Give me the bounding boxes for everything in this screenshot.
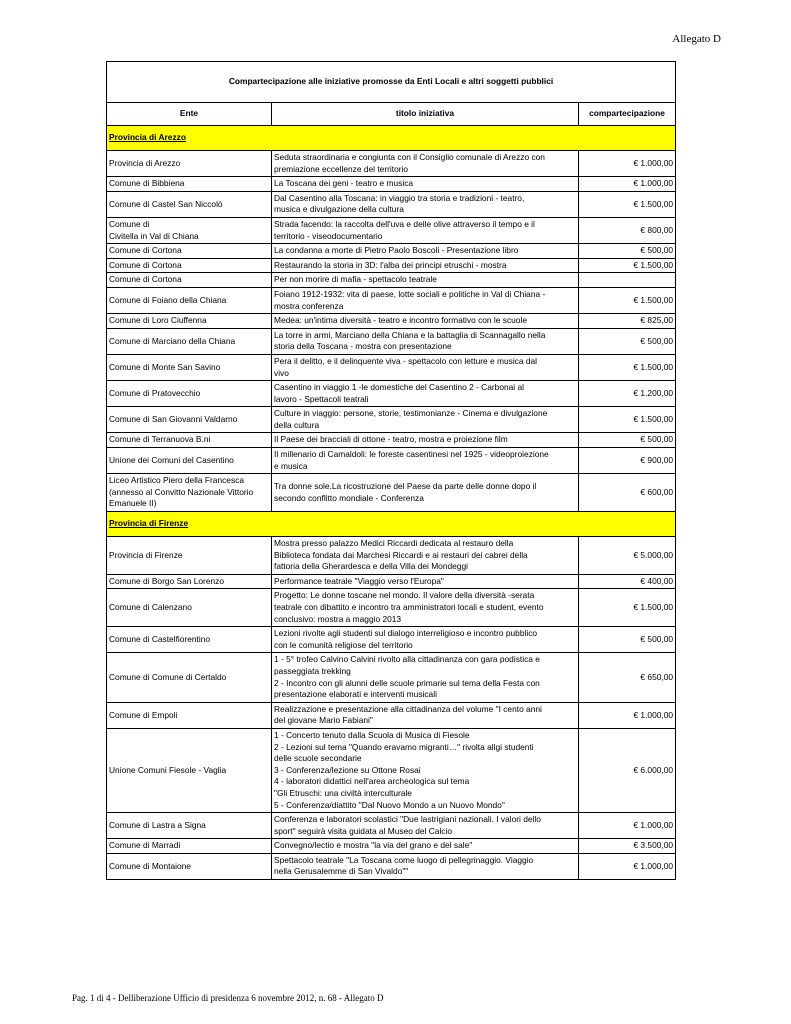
- province-section-cell: [107, 126, 676, 151]
- province-label: Provincia di Arezzo: [109, 132, 186, 143]
- ente-cell: Provincia di Firenze: [107, 537, 272, 575]
- page-footer: Pag. 1 di 4 - Delliberazione Ufficio di presidenza 6 novembre 2012, n. 68 - Allegato D: [72, 993, 384, 1003]
- ente-cell: Comune di San Giovanni Valdarno: [107, 407, 272, 433]
- titolo-cell: Culture in viaggio: persone, storie, testimonianze - Cinema e divulgazione della cultura: [272, 407, 579, 433]
- table-row: [107, 574, 676, 589]
- ente-cell: Comune di Marciano della Chiana: [107, 328, 272, 354]
- amount-cell: € 500,00: [579, 328, 676, 354]
- table-row: [107, 314, 676, 329]
- amount-cell: € 1.500,00: [579, 258, 676, 273]
- table-row: [107, 728, 676, 812]
- amount-cell: € 1.500,00: [579, 354, 676, 380]
- amount-cell: € 1.500,00: [579, 589, 676, 627]
- ente-cell: Comune di Loro Ciuffenna: [107, 314, 272, 329]
- titolo-cell: Tra donne sole.La ricostruzione del Paese da parte delle donne dopo il secondo conflitto mondiale - Conferenza: [272, 474, 579, 512]
- table-row: [107, 702, 676, 728]
- amount-cell: € 600,00: [579, 474, 676, 512]
- amount-cell: € 1.500,00: [579, 287, 676, 313]
- amount-cell: € 5.000,00: [579, 537, 676, 575]
- ente-cell: Comune di Civitella in Val di Chiana: [107, 217, 272, 243]
- table-row: [107, 853, 676, 879]
- table-title-row: [107, 62, 676, 103]
- table-row: [107, 627, 676, 653]
- ente-cell: Comune di Cortona: [107, 244, 272, 259]
- province-section-row: [107, 126, 676, 151]
- table-row: [107, 839, 676, 854]
- titolo-cell: 1 - Concerto tenuto dalla Scuola di Musica di Fiesole 2 - Lezioni sul tema "Quando eravamo migranti…" rivolta allgi studenti delle scuole secondarie 3 - Conferenza/lezione su Ottone Rosai 4 - laboratori didattici nell'area archeologica sul tema "Gli Etruschi: una civiltà interculturale 5 - Conferenza/diattito "Dal Nuovo Mondo a un Nuovo Mondo": [272, 728, 579, 812]
- table-row: [107, 407, 676, 433]
- document-label: Allegato D: [672, 33, 721, 45]
- amount-cell: € 800,00: [579, 217, 676, 243]
- amount-cell: € 1.500,00: [579, 407, 676, 433]
- table-title: Compartecipazione alle iniziative promosse da Enti Locali e altri soggetti pubblici: [107, 62, 676, 103]
- column-header-ente: Ente: [107, 103, 272, 126]
- titolo-cell: Performance teatrale "Viaggio verso l'Europa": [272, 574, 579, 589]
- titolo-cell: Per non morire di mafia - spettacolo teatrale: [272, 273, 579, 288]
- table-row: [107, 354, 676, 380]
- ente-cell: Provincia di Arezzo: [107, 151, 272, 177]
- ente-cell: Comune di Lastra a Signa: [107, 813, 272, 839]
- column-header-compartecipazione: compartecipazione: [579, 103, 676, 126]
- contributions-table: [106, 61, 676, 880]
- titolo-cell: Realizzazione e presentazione alla cittadinanza del volume "I cento anni del giovane Mario Fabiani": [272, 702, 579, 728]
- titolo-cell: La condanna a morte di Pietro Paolo Boscoli - Presentazione libro: [272, 244, 579, 259]
- titolo-cell: Dal Casentino alla Toscana: in viaggio tra storia e tradizioni - teatro, musica e divulgazione della cultura: [272, 191, 579, 217]
- table-row: [107, 191, 676, 217]
- titolo-cell: Casentino in viaggio 1 -le domestiche del Casentino 2 - Carbonai al lavoro - Spettacoli teatrali: [272, 381, 579, 407]
- ente-cell: Comune di Cortona: [107, 273, 272, 288]
- ente-cell: Comune di Montaione: [107, 853, 272, 879]
- table-row: [107, 381, 676, 407]
- ente-cell: Comune di Empoli: [107, 702, 272, 728]
- ente-cell: Comune di Comune di Certaldo: [107, 653, 272, 702]
- amount-cell: € 500,00: [579, 627, 676, 653]
- column-header-titolo: titolo iniziativa: [272, 103, 579, 126]
- amount-cell: € 3.500,00: [579, 839, 676, 854]
- ente-cell: Unione Comuni Fiesole - Vaglia: [107, 728, 272, 812]
- ente-cell: Comune di Foiano della Chiana: [107, 287, 272, 313]
- table-row: [107, 151, 676, 177]
- amount-cell: € 1.200,00: [579, 381, 676, 407]
- province-section-row: [107, 512, 676, 537]
- titolo-cell: Pera il delitto, e il delinquente viva - spettacolo con letture e musica dal vivo: [272, 354, 579, 380]
- amount-cell: € 1.000,00: [579, 177, 676, 192]
- table-row: [107, 653, 676, 702]
- amount-cell: € 1.000,00: [579, 151, 676, 177]
- amount-cell: € 400,00: [579, 574, 676, 589]
- titolo-cell: La torre in armi, Marciano della Chiana e la battaglia di Scannagallo nella storia della Toscana - mostra con presentazione: [272, 328, 579, 354]
- table-row: [107, 287, 676, 313]
- table-row: [107, 217, 676, 243]
- table-row: [107, 244, 676, 259]
- table-row: [107, 258, 676, 273]
- ente-cell: Comune di Bibbiena: [107, 177, 272, 192]
- amount-cell: € 825,00: [579, 314, 676, 329]
- ente-cell: Comune di Calenzano: [107, 589, 272, 627]
- table-row: [107, 273, 676, 288]
- amount-cell: € 1.000,00: [579, 853, 676, 879]
- amount-cell: [579, 273, 676, 288]
- ente-cell: Comune di Marradi: [107, 839, 272, 854]
- titolo-cell: Mostra presso palazzo Medici Riccardi dedicata al restauro della Biblioteca fondata dai Marchesi Riccardi e ai restauri dei cabrei della fattoria della Gherardesca e della Villa dei Mondeggi: [272, 537, 579, 575]
- ente-cell: Liceo Artistico Piero della Francesca (annesso al Convitto Nazionale Vittorio Emanuele II): [107, 474, 272, 512]
- titolo-cell: Progetto: Le donne toscane nel mondo. Il valore della diversità -serata teatrale con dibattito e incontro tra amministratori locali e student, evento conclusivo: mostra a maggio 2013: [272, 589, 579, 627]
- province-label: Provincia di Firenze: [109, 518, 189, 529]
- table-row: [107, 177, 676, 192]
- titolo-cell: Convegno/lectio e mostra "la via del grano e del sale": [272, 839, 579, 854]
- titolo-cell: Il millenario di Camaldoli: le foreste casentinesi nel 1925 - videoproiezione e musica: [272, 448, 579, 474]
- amount-cell: € 1.500,00: [579, 191, 676, 217]
- amount-cell: € 500,00: [579, 433, 676, 448]
- amount-cell: € 650,00: [579, 653, 676, 702]
- table-row: [107, 813, 676, 839]
- column-header-row: [107, 103, 676, 126]
- ente-cell: Comune di Terranuova B.ni: [107, 433, 272, 448]
- table-body: [107, 62, 676, 880]
- titolo-cell: Conferenza e laboratori scolastici "Due lastrigiani nazionali. I valori dello sport" seguirà visita guidata al Museo del Calcio: [272, 813, 579, 839]
- ente-cell: Comune di Borgo San Lorenzo: [107, 574, 272, 589]
- amount-cell: € 900,00: [579, 448, 676, 474]
- ente-cell: Unione dei Comuni del Casentino: [107, 448, 272, 474]
- ente-cell: Comune di Castelfiorentino: [107, 627, 272, 653]
- table-row: [107, 448, 676, 474]
- ente-cell: Comune di Monte San Savino: [107, 354, 272, 380]
- titolo-cell: Foiano 1912-1932: vita di paese, lotte sociali e politiche in Val di Chiana - mostra conferenza: [272, 287, 579, 313]
- titolo-cell: Il Paese dei bracciali di ottone - teatro, mostra e proiezione film: [272, 433, 579, 448]
- titolo-cell: La Toscana dei geni - teatro e musica: [272, 177, 579, 192]
- titolo-cell: Seduta straordinaria e congiunta con il Consiglio comunale di Arezzo con premiazione eccellenze del territorio: [272, 151, 579, 177]
- ente-cell: Comune di Castel San Niccolò: [107, 191, 272, 217]
- table-row: [107, 328, 676, 354]
- table-row: [107, 589, 676, 627]
- ente-cell: Comune di Pratovecchio: [107, 381, 272, 407]
- titolo-cell: Spettacolo teatrale "La Toscana come luogo di pellegrinaggio. Viaggio nella Gerusalemme di San Vivaldo"": [272, 853, 579, 879]
- titolo-cell: Lezioni rivolte agli studenti sul dialogo interreligioso e incontro pubblico con le comunità religiose del territorio: [272, 627, 579, 653]
- amount-cell: € 500,00: [579, 244, 676, 259]
- table-row: [107, 433, 676, 448]
- province-section-cell: [107, 512, 676, 537]
- titolo-cell: Strada facendo: la raccolta dell'uva e delle olive attraverso il tempo e il territorio - viseodocumentario: [272, 217, 579, 243]
- amount-cell: € 1.000,00: [579, 702, 676, 728]
- amount-cell: € 1.000,00: [579, 813, 676, 839]
- titolo-cell: Medea: un'intima diversità - teatro e incontro formativo con le scuole: [272, 314, 579, 329]
- table-row: [107, 537, 676, 575]
- table-row: [107, 474, 676, 512]
- amount-cell: € 6.000,00: [579, 728, 676, 812]
- titolo-cell: Restaurando la storia in 3D: l'alba dei principi etruschi - mostra: [272, 258, 579, 273]
- ente-cell: Comune di Cortona: [107, 258, 272, 273]
- titolo-cell: 1 - 5° trofeo Calvino Calvini rivolto alla cittadinanza con gara podistica e passeggiata trekking 2 - Incontro con gli alunni delle scuole primarie sul tema della Festa con presentazione elaborati e interventi musicali: [272, 653, 579, 702]
